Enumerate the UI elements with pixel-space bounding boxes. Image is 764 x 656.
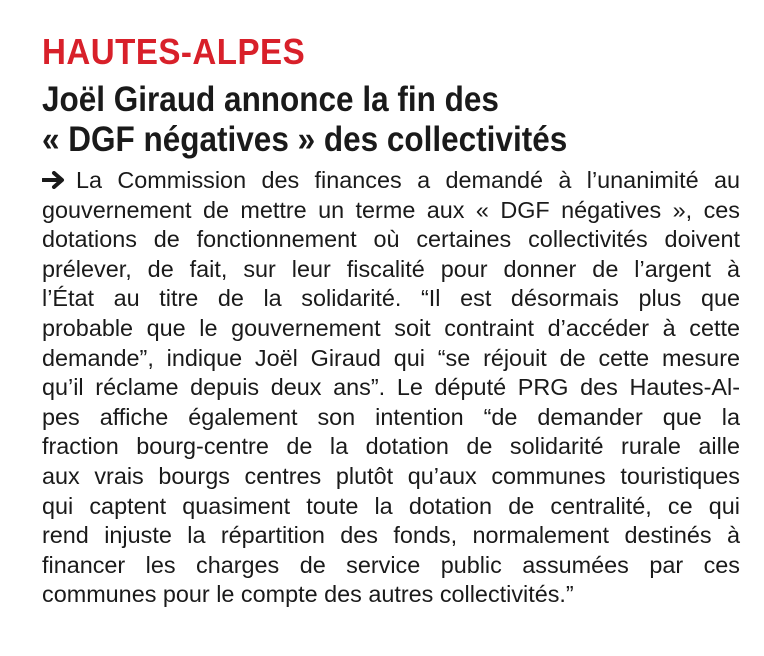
article-headline xyxy=(42,80,670,160)
article xyxy=(42,30,740,610)
body-line-2: gouvernement de mettre un terme aux « DGF négatives », ces xyxy=(42,196,740,223)
body-line-1 xyxy=(42,166,740,196)
body-line-15: communes pour le compte des autres collectivités.” xyxy=(42,581,574,608)
body-line-5: l’État au titre de la solidarité. “Il est désormais plus que xyxy=(42,285,740,312)
section-kicker: HAUTES-ALPES xyxy=(42,31,306,72)
body-line-13: rend injuste la répartition des fonds, normalement destinés à xyxy=(42,522,740,549)
headline-line-2: « DGF négatives » des collectivités xyxy=(42,120,568,159)
body-line-7: demande”, indique Joël Giraud qui “se réjouit de cette mesure xyxy=(42,344,740,371)
body-line-14: financer les charges de service public assumées par ces xyxy=(42,551,740,578)
arrow-right-icon xyxy=(42,171,68,189)
body-line-1-text: La Commission des finances a demandé à l’unanimité au xyxy=(76,167,740,193)
body-line-6: probable que le gouvernement soit contraint d’accéder à cette xyxy=(42,314,740,341)
body-line-12: qui captent quasiment toute la dotation de centralité, ce qui xyxy=(42,492,740,519)
body-line-8: qu’il réclame depuis deux ans”. Le député PRG des Hautes-Al- xyxy=(42,374,740,401)
body-line-11: aux vrais bourgs centres plutôt qu’aux communes touristiques xyxy=(42,462,740,489)
body-line-10: fraction bourg-centre de la dotation de solidarité rurale aille xyxy=(42,433,740,460)
article-body xyxy=(42,166,740,610)
headline-line-1: Joël Giraud annonce la fin des xyxy=(42,80,499,119)
body-line-9: pes affiche également son intention “de demander que la xyxy=(42,403,740,430)
body-line-4: prélever, de fait, sur leur fiscalité pour donner de l’argent à xyxy=(42,255,740,282)
body-line-3: dotations de fonctionnement où certaines collectivités doivent xyxy=(42,226,740,253)
